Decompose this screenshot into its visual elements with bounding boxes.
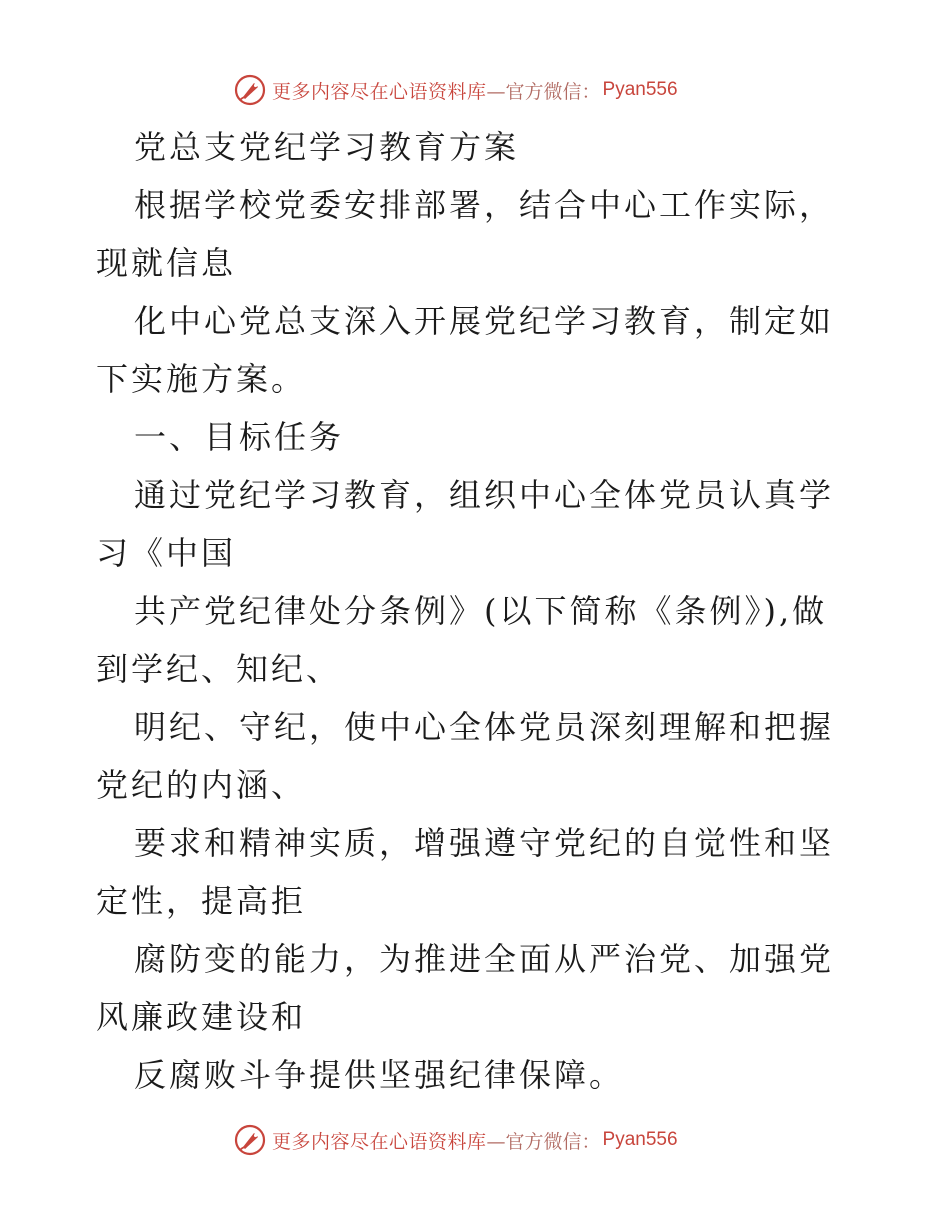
- document-title: 党总支党纪学习教育方案: [134, 128, 520, 166]
- paragraph-line: 反腐败斗争提供坚强纪律保障。: [134, 1056, 625, 1094]
- section-heading: 一、目标任务: [134, 418, 345, 456]
- paragraph-line: 共产党纪律处分条例》(以下简称《条例》),做到学纪、知纪、: [96, 592, 828, 688]
- watermark-text: 更多内容尽在心语资料库: [272, 80, 487, 103]
- watermark-separator: —官方微信：: [486, 1130, 601, 1153]
- paragraph-line: 通过党纪学习教育，组织中心全体党员认真学习《中国: [96, 476, 835, 572]
- watermark-separator: —官方微信：: [486, 80, 601, 103]
- pen-nib-logo-icon: [234, 74, 266, 106]
- watermark-text: 更多内容尽在心语资料库: [272, 1130, 487, 1153]
- footer-watermark: [234, 1122, 678, 1158]
- watermark-handle: Pyan556: [602, 79, 678, 100]
- watermark-handle: Pyan556: [602, 1129, 678, 1150]
- header-watermark: [234, 72, 678, 108]
- paragraph-line: 化中心党总支深入开展党纪学习教育，制定如下实施方案。: [96, 302, 835, 398]
- paragraph-line: 要求和精神实质，增强遵守党纪的自觉性和坚定性，提高拒: [96, 824, 835, 920]
- paragraph-line: 腐防变的能力，为推进全面从严治党、加强党风廉政建设和: [96, 940, 835, 1036]
- paragraph-line: 根据学校党委安排部署，结合中心工作实际，现就信息: [96, 186, 835, 282]
- pen-nib-logo-icon: [234, 1124, 266, 1156]
- paragraph-line: 明纪、守纪，使中心全体党员深刻理解和把握党纪的内涵、: [96, 708, 835, 804]
- document-body: [96, 118, 856, 1104]
